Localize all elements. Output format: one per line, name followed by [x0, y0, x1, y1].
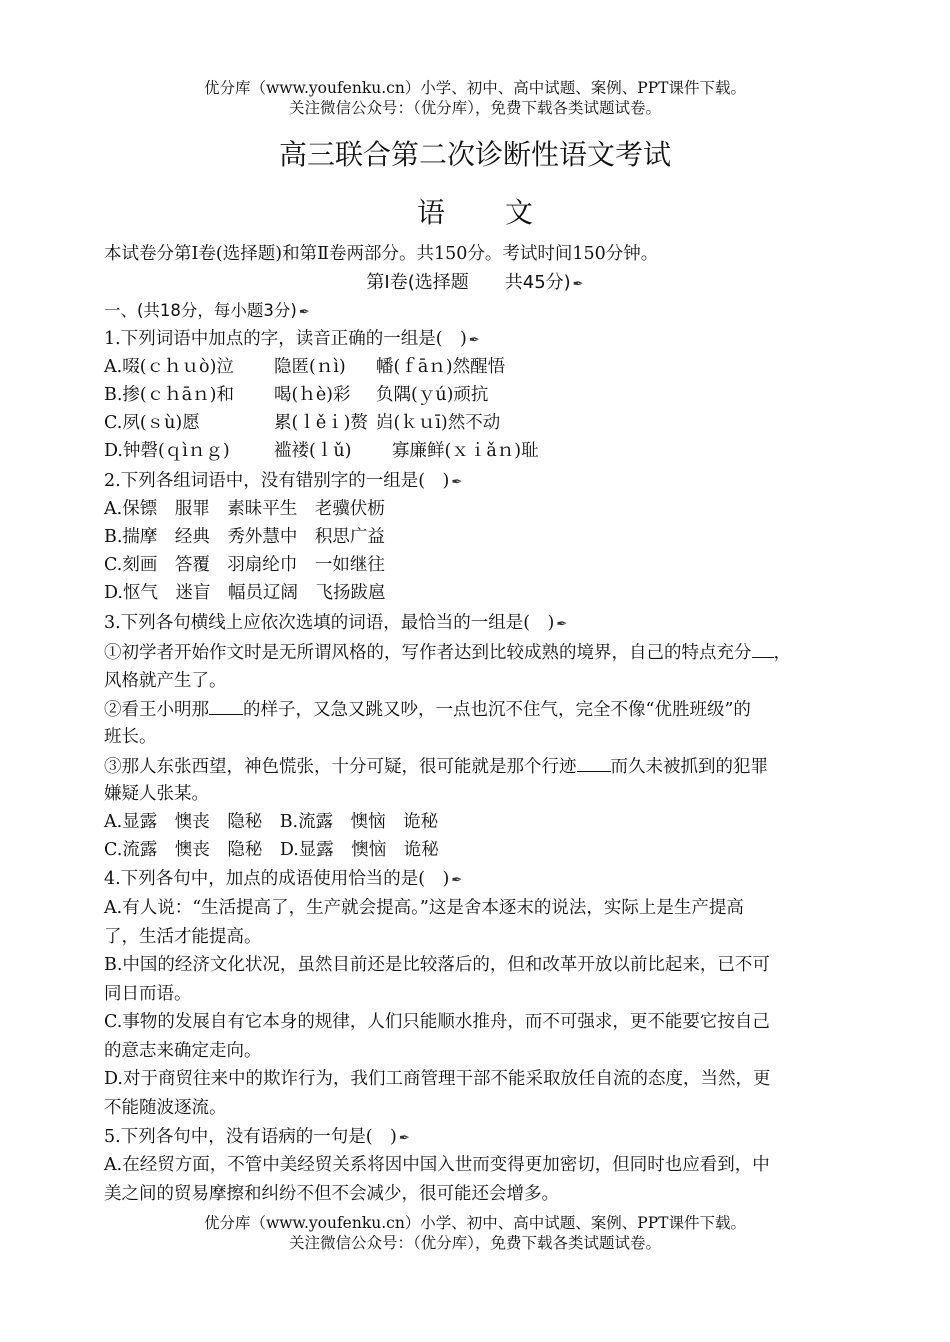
fill-blank [577, 755, 611, 772]
question-3-sentence-1: ①初学者开始作文时是无所谓风格的，写作者达到比较成熟的境界，自己的特点充分 ， [104, 643, 791, 663]
question-4-option-d-cont: 不能随波逐流。 [104, 1098, 227, 1118]
marker-icon: ✒ [451, 475, 463, 490]
marker-icon: ✒ [556, 617, 568, 632]
question-3-sentence-1-cont: 风格就产生了。 [104, 671, 227, 691]
question-2-option-b: B.揣摩 经典 秀外慧中 积思广益 [104, 527, 385, 547]
question-1-option-b: B.掺(ｃｈāｎ)和 喝(ｈè)彩 负隅(ｙú)顽抗 [104, 385, 489, 405]
fill-blank [209, 698, 243, 715]
header-line-1: 优分库（www.youfenku.cn）小学、初中、高中试题、案例、PPT课件下载。 [203, 79, 747, 97]
exam-intro: 本试卷分第Ⅰ卷(选择题)和第Ⅱ卷两部分。共150分。考试时间150分钟。 [104, 244, 659, 264]
header-line-2: 关注微信公众号：（优分库），免费下载各类试题试卷。 [288, 99, 661, 117]
question-3-stem: 3.下列各句横线上应依次选填的词语，最恰当的一组是( ) ✒ [104, 612, 844, 636]
question-4-option-a: A.有人说：“生活提高了，生产就会提高。”这是舍本逐末的说法，实际上是生产提高 [104, 898, 744, 918]
subject-title: 语文 [416, 196, 593, 229]
footer-line-1: 优分库（www.youfenku.cn）小学、初中、高中试题、案例、PPT课件下载。 [203, 1214, 747, 1232]
question-4-option-d: D.对于商贸往来中的欺诈行为，我们工商管理干部不能采取放任自流的态度，当然，更 [104, 1069, 771, 1089]
marker-icon: ✒ [298, 305, 310, 320]
question-5-option-a: A.在经贸方面，不管中美经贸关系将因中国入世而变得更加密切，但同时也应看到，中 [104, 1155, 770, 1175]
question-4-option-c-cont: 的意志来确定走向。 [104, 1041, 262, 1061]
marker-icon: ✒ [451, 873, 463, 888]
section1-heading: 一、(共18分，每小题3分) ✒ [104, 300, 844, 324]
question-3-sentence-3: ③那人东张西望，神色慌张，十分可疑，很可能就是那个行迹 而久未被抓到的犯罪 [104, 757, 768, 777]
question-4-option-b-cont: 同日而语。 [104, 984, 192, 1004]
question-3-options-cd: C.流露 懊丧 隐秘 D.显露 懊恼 诡秘 [104, 840, 439, 860]
footer-line-2: 关注微信公众号：（优分库），免费下载各类试题试卷。 [288, 1234, 661, 1252]
exam-title: 高三联合第二次诊断性语文考试 [278, 138, 671, 171]
question-1-stem: 1.下列词语中加点的字，读音正确的一组是( ) ✒ [104, 328, 844, 352]
marker-icon: ✒ [572, 277, 584, 292]
marker-icon: ✒ [468, 333, 480, 348]
fill-blank [752, 641, 774, 658]
question-1-option-c: C.夙(ｓù)愿 累(ｌěｉ)赘 岿(ｋｕī)然不动 [104, 413, 501, 433]
question-4-option-a-cont: 了，生活才能提高。 [104, 927, 262, 947]
question-4-stem: 4.下列各句中，加点的成语使用恰当的是( ) ✒ [104, 868, 844, 892]
question-5-option-a-cont: 美之间的贸易摩擦和纠纷不但不会减少，很可能还会增多。 [104, 1184, 559, 1204]
question-1-option-d: D.钟磬(ｑìｎｇ) 褴褛(ｌǔ) 寡廉鲜(ｘｉǎｎ)耻 [104, 441, 539, 461]
question-3-sentence-2: ②看王小明那 的样子，又急又跳又吵，一点也沉不住气，完全不像“优胜班级”的 [104, 700, 751, 720]
question-4-option-b: B.中国的经济文化状况，虽然目前还是比较落后的，但和改革开放以前比起来，已不可 [104, 955, 770, 975]
question-2-option-d: D.怄气 迷盲 幅员辽阔 飞扬跋扈 [104, 583, 386, 603]
marker-icon: ✒ [398, 1131, 410, 1146]
question-1-option-a: A.啜(ｃｈｕò)泣 隐匿(ｎì) 幡(ｆāｎ)然醒悟 [104, 357, 506, 377]
question-3-sentence-3-cont: 嫌疑人张某。 [104, 784, 209, 804]
question-2-option-c: C.刻画 答覆 羽扇纶巾 一如继往 [104, 555, 385, 575]
question-2-option-a: A.保镖 服罪 素昧平生 老骥伏枥 [104, 499, 385, 519]
question-3-options-ab: A.显露 懊丧 隐秘 B.流露 懊恼 诡秘 [104, 812, 439, 832]
question-2-stem: 2.下列各组词语中，没有错别字的一组是( ) ✒ [104, 470, 844, 494]
part1-heading: 第Ⅰ卷(选择题 共45分) ✒ [0, 272, 950, 296]
question-3-sentence-2-cont: 班长。 [104, 727, 157, 747]
question-5-stem: 5.下列各句中，没有语病的一句是( ) ✒ [104, 1126, 844, 1150]
question-4-option-c: C.事物的发展自有它本身的规律，人们只能顺水推舟，而不可强求，更不能要它按自己 [104, 1012, 770, 1032]
